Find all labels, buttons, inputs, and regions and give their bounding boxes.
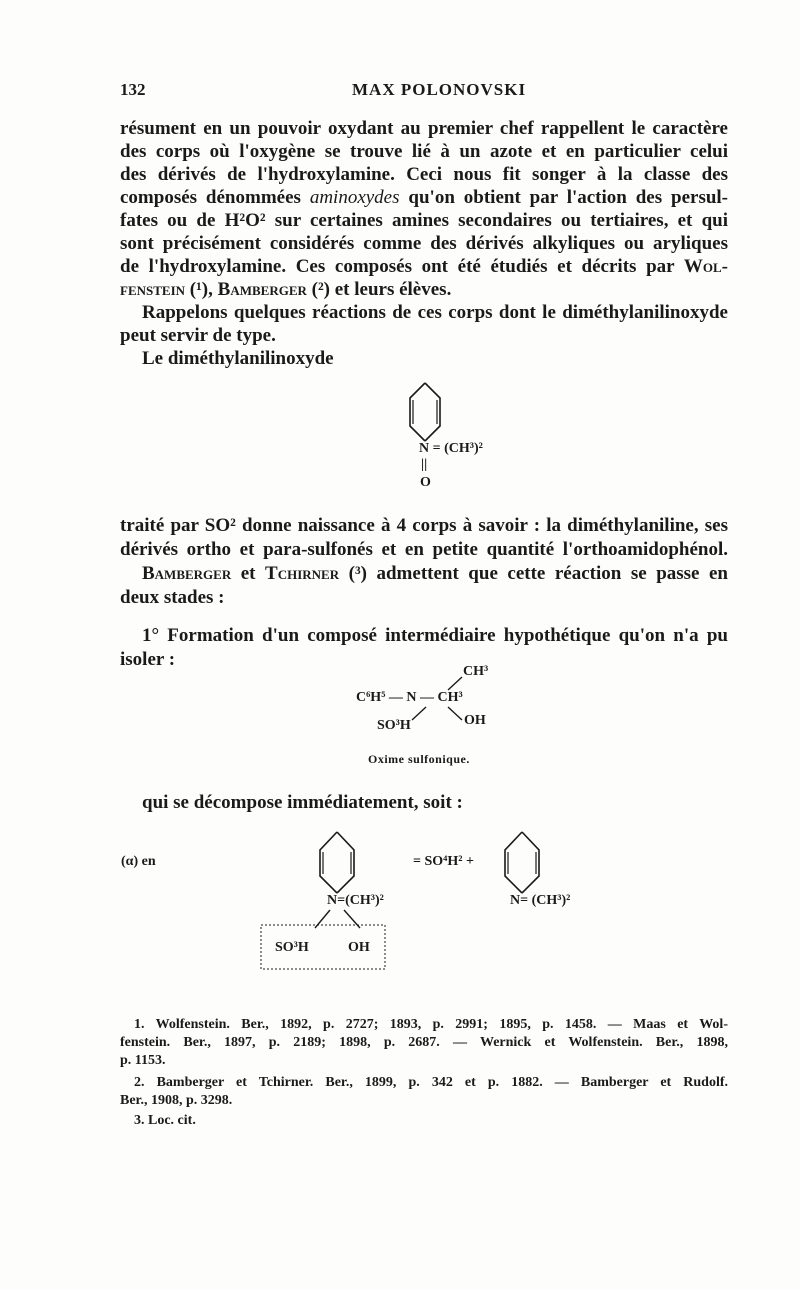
author-name: Wol- xyxy=(683,256,729,277)
body-line: dérivés ortho et para-sulfonés et en petite quantité l'orthoamidophénol. xyxy=(120,539,728,560)
n-dimethyl-group: N = (CH³)² xyxy=(419,441,483,456)
author-name: Bamberger xyxy=(142,563,232,584)
body-text: (³) admettent que cette réaction se passe en xyxy=(348,563,728,584)
page-number: 132 xyxy=(120,80,146,99)
author-name: Bamberger xyxy=(217,279,307,300)
body-line: qui se décompose immédiatement, soit : xyxy=(142,792,463,813)
n-dimethyl-group: N= (CH³)² xyxy=(510,893,571,908)
oxygen-atom: O xyxy=(420,475,431,490)
body-text: (²) et leurs élèves. xyxy=(311,279,452,300)
running-title: MAX POLONOVSKI xyxy=(352,80,527,99)
body-line: 1° Formation d'un composé intermédiaire hypothétique qu'on n'a pu xyxy=(142,625,728,646)
hydroxyl-group: OH xyxy=(464,713,486,728)
body-line: des dérivés de l'hydroxylamine. Ceci nous fit songer à la classe des xyxy=(120,164,728,185)
body-line: des corps où l'oxygène se trouve lié à un azote et en particulier celui xyxy=(120,141,728,162)
bond-line xyxy=(448,677,462,690)
footnote-line: 2. Bamberger et Tchirner. Ber., 1899, p. 342 et p. 1882. — Bamberger et Rudolf. xyxy=(134,1075,728,1090)
footnote-line: p. 1153. xyxy=(120,1053,166,1068)
footnote-line: 3. Loc. cit. xyxy=(134,1113,196,1128)
footnote-line: fenstein. Ber., 1897, p. 2189; 1898, p. 2687. — Wernick et Wolfenstein. Ber., 1898, xyxy=(120,1035,728,1050)
ring-bond xyxy=(410,383,425,441)
body-line: sont précisément considérés comme des dérivés alkyliques ou aryliques xyxy=(120,233,728,254)
hydroxyl-group: OH xyxy=(348,940,370,955)
body-line: Le diméthylanilinoxyde xyxy=(142,348,334,369)
phenyl-n-methyl: C⁶H⁵ — N — CH³ xyxy=(356,690,463,705)
bond-line xyxy=(448,707,462,720)
body-text: composés dénommées xyxy=(120,187,301,208)
author-name: fenstein xyxy=(120,279,186,300)
body-line: résument en un pouvoir oxydant au premier chef rappellent le caractère xyxy=(120,118,728,139)
author-name: Tchirner xyxy=(265,563,340,584)
body-line: peut servir de type. xyxy=(120,325,276,346)
sulfonic-group: SO³H xyxy=(275,940,309,955)
body-line: deux stades : xyxy=(120,587,225,608)
body-line: isoler : xyxy=(120,649,176,670)
body-text: et xyxy=(240,563,256,584)
italic-term: aminoxydes xyxy=(309,187,400,208)
methyl-group: CH³ xyxy=(463,664,489,679)
formula-caption: Oxime sulfonique. xyxy=(368,752,470,766)
ring-bond xyxy=(425,383,440,441)
double-bond: || xyxy=(421,457,428,472)
footnote-line: 1. Wolfenstein. Ber., 1892, p. 2727; 1893, p. 2991; 1895, p. 1458. — Maas et Wol- xyxy=(134,1017,728,1032)
body-line: Rappelons quelques réactions de ces corps dont le diméthylanilinoxyde xyxy=(142,302,728,323)
case-label: (α) en xyxy=(121,854,156,869)
body-line: traité par SO² donne naissance à 4 corps à savoir : la diméthylaniline, ses xyxy=(120,515,728,536)
footnote-ref: (¹), xyxy=(189,279,213,300)
n-dimethyl-group: N=(CH³)² xyxy=(327,893,384,908)
sulfonic-group: SO³H xyxy=(377,718,411,733)
bond-line xyxy=(412,707,426,720)
footnote-line: Ber., 1908, p. 3298. xyxy=(120,1093,233,1108)
body-line: fates ou de H²O² sur certaines amines secondaires ou tertiaires, et qui xyxy=(120,210,728,231)
equation-equals: = SO⁴H² + xyxy=(413,854,474,869)
body-line xyxy=(142,563,728,585)
body-text: qu'on obtient par l'action des persul- xyxy=(408,187,729,208)
body-text: de l'hydroxylamine. Ces composés ont été étudiés et décrits par xyxy=(120,256,675,277)
